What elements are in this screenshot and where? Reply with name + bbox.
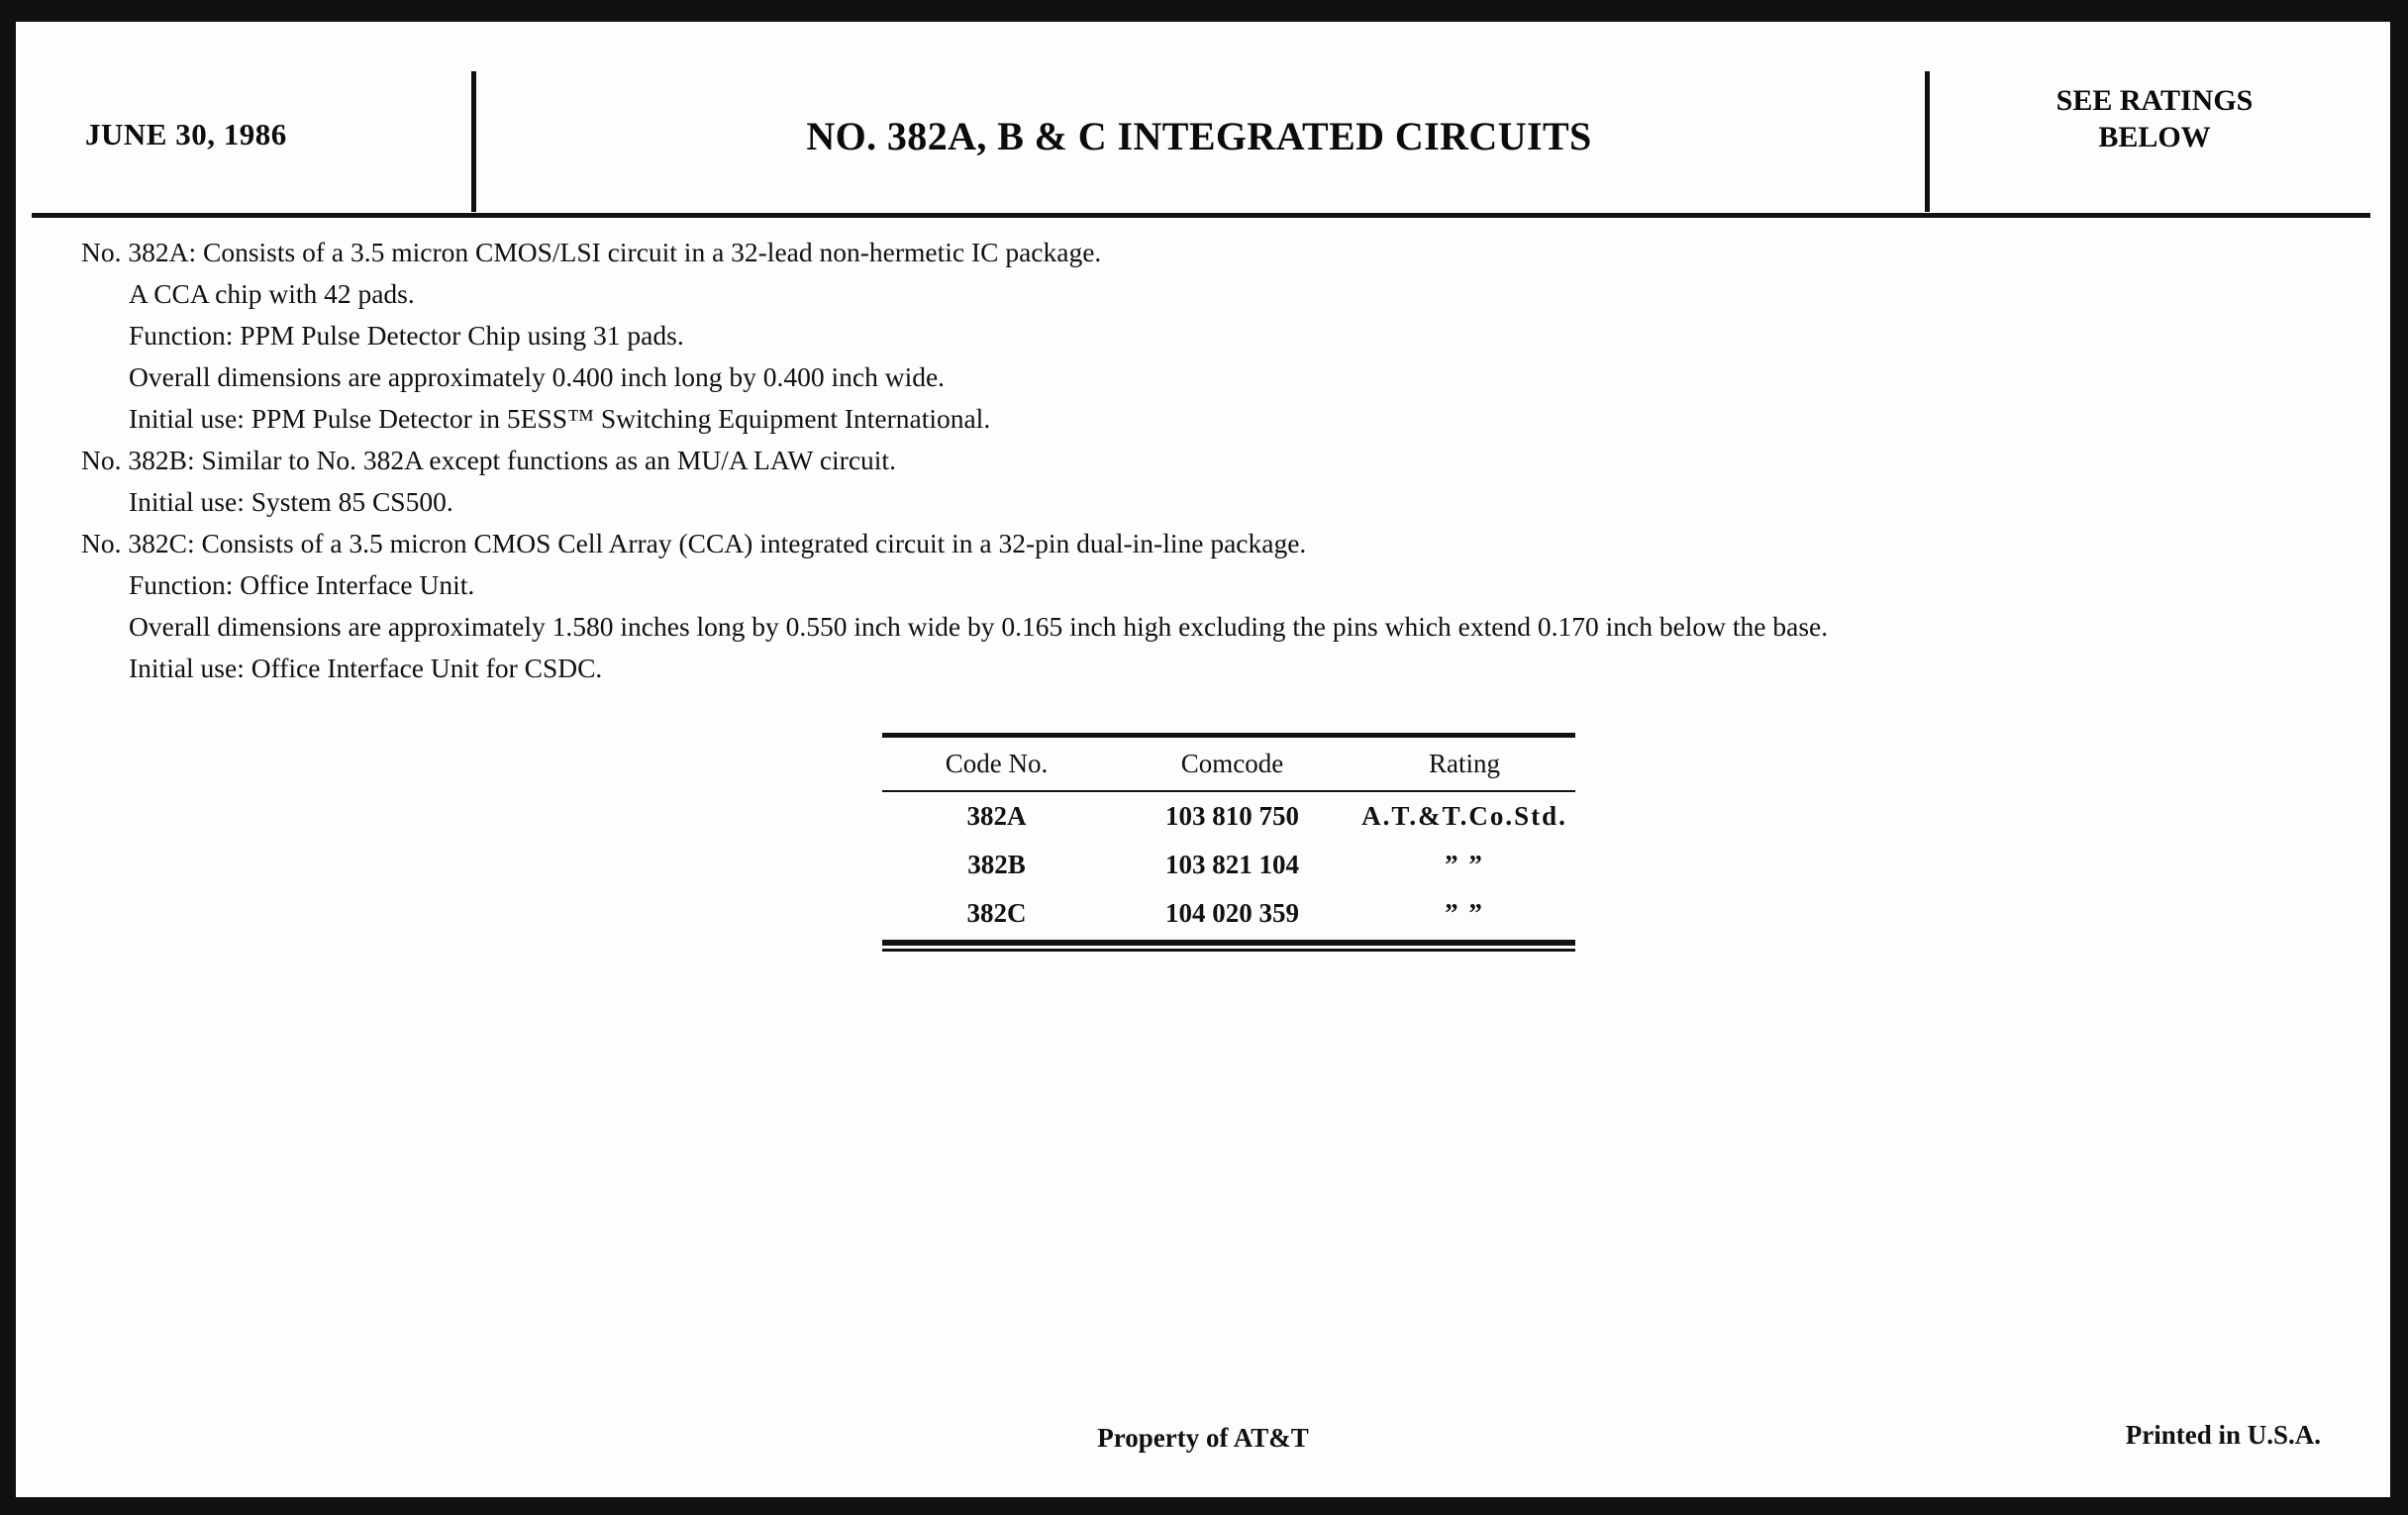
header-horizontal-rule	[32, 213, 2370, 218]
cell-comcode: 103 821 104	[1165, 850, 1299, 879]
header-ratings-note	[1942, 83, 2367, 155]
header-divider-right	[1925, 71, 1930, 212]
table-row	[882, 792, 1575, 841]
spec-line: A CCA chip with 42 pads.	[129, 278, 415, 309]
table-bottom-rule	[882, 940, 1575, 946]
spec-line: Overall dimensions are approximately 0.400 inch long by 0.400 inch wide.	[129, 361, 946, 392]
header-ratings-note-line1: SEE RATINGS	[2056, 84, 2254, 117]
table-row	[882, 889, 1575, 938]
cell-code: 382B	[967, 850, 1026, 879]
specification-text	[81, 232, 2349, 689]
spec-line: Initial use: Office Interface Unit for CSDC.	[129, 653, 603, 683]
cell-code: 382A	[966, 801, 1027, 831]
cell-rating: ” ”	[1445, 850, 1484, 879]
spec-line: Function: PPM Pulse Detector Chip using 31 pads.	[129, 320, 684, 351]
cell-rating: A.T.&T.Co.Std.	[1361, 801, 1567, 831]
column-header-comcode: Comcode	[1180, 749, 1284, 778]
document-sheet	[16, 22, 2390, 1497]
document-header	[16, 22, 2390, 168]
page-title: NO. 382A, B & C INTEGRATED CIRCUITS	[806, 114, 1592, 158]
spec-line: No. 382A: Consists of a 3.5 micron CMOS/LSI circuit in a 32-lead non-hermetic IC package.	[81, 237, 1102, 267]
column-header-code: Code No.	[945, 749, 1049, 778]
spec-line: Function: Office Interface Unit.	[129, 569, 475, 600]
cell-comcode: 104 020 359	[1165, 898, 1299, 928]
header-ratings-note-line2: BELOW	[2098, 120, 2211, 153]
table-row	[882, 841, 1575, 889]
table-header-row	[882, 738, 1575, 790]
footer-printed: Printed in U.S.A.	[2125, 1420, 2321, 1450]
cell-rating: ” ”	[1445, 898, 1484, 928]
spec-line: Initial use: PPM Pulse Detector in 5ESS™ Switching Equipment International.	[129, 403, 991, 434]
header-divider-left	[471, 71, 476, 212]
spec-line: No. 382B: Similar to No. 382A except functions as an MU/A LAW circuit.	[81, 445, 896, 475]
cell-comcode: 103 810 750	[1165, 801, 1299, 831]
ratings-table	[882, 733, 1575, 952]
table-bottom-rule-2	[882, 949, 1575, 952]
spec-line: Initial use: System 85 CS500.	[129, 486, 453, 517]
header-date: JUNE 30, 1986	[85, 117, 287, 152]
footer-property: Property of AT&T	[1097, 1423, 1309, 1453]
column-header-rating: Rating	[1429, 749, 1500, 778]
spec-line: Overall dimensions are approximately 1.580 inches long by 0.550 inch wide by 0.165 inch high excluding the pins which extend 0.170 inch below the base.	[129, 611, 1829, 642]
spec-line: No. 382C: Consists of a 3.5 micron CMOS Cell Array (CCA) integrated circuit in a 32-pin dual-in-line package.	[81, 528, 1307, 558]
cell-code: 382C	[966, 898, 1027, 928]
